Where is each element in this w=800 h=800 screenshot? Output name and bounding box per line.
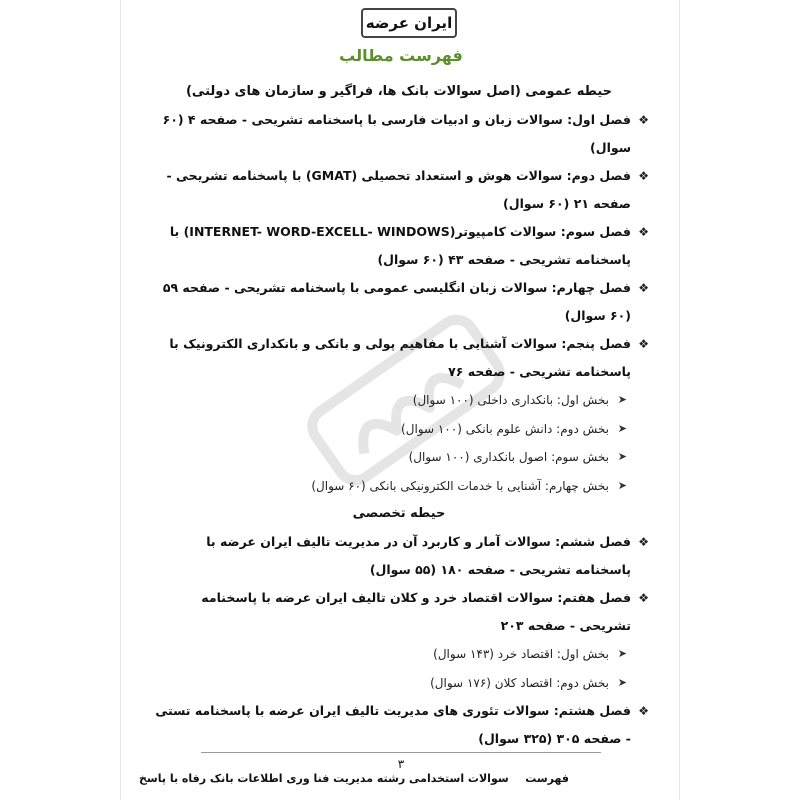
arrow-bullet-icon: ➤ (617, 421, 627, 435)
toc-subitem (149, 669, 649, 698)
diamond-bullet-icon: ❖ (638, 281, 649, 295)
arrow-bullet-icon: ➤ (617, 647, 627, 660)
toc-item-chapter-8 (149, 697, 649, 753)
arrow-bullet-icon: ➤ (617, 675, 627, 689)
toc-subitem-text: بخش اول: اقتصاد خرد (۱۴۳ سوال) (433, 647, 609, 661)
diamond-bullet-icon: ❖ (638, 591, 649, 605)
diamond-bullet-icon: ❖ (638, 337, 649, 351)
section-heading-special: حیطه تخصصی (352, 506, 446, 521)
toc-item-text: فصل سوم: سوالات کامپیوتر(INTERNET- WORD-EXCELL- WINDOWS) با پاسخنامه تشریحی - صفحه ۴۳ (۶۰ سوال) (169, 224, 631, 267)
toc-item-text: فصل اول: سوالات زبان و ادبیات فارسی با پاسخنامه تشریحی - صفحه ۴ (۶۰ سوال) (162, 112, 631, 155)
toc-item-chapter-4 (149, 274, 649, 330)
table-of-contents (149, 78, 649, 753)
diamond-bullet-icon: ❖ (638, 704, 649, 718)
toc-item-text: فصل هشتم: سوالات تئوری های مدیریت تالیف ایران عرضه با پاسخنامه تستی - صفحه ۳۰۵ (۳۲۵ سوال) (155, 703, 631, 746)
footer-section-name: فهرست (525, 772, 569, 785)
toc-item-chapter-5 (149, 330, 649, 386)
toc-item-chapter-2 (149, 162, 649, 218)
toc-subitem (149, 386, 649, 415)
diamond-bullet-icon: ❖ (638, 535, 649, 549)
toc-item-chapter-7 (149, 584, 649, 640)
toc-item-text: فصل دوم: سوالات هوش و استعداد تحصیلی (GMAT) با پاسخنامه تشریحی - صفحه ۲۱ (۶۰ سوال) (166, 168, 631, 211)
diamond-bullet-icon: ❖ (638, 169, 649, 183)
page-title: فهرست مطالب (339, 46, 463, 65)
toc-item-text: فصل چهارم: سوالات زبان انگلیسی عمومی با پاسخنامه تشریحی - صفحه ۵۹ (۶۰ سوال) (162, 280, 631, 323)
toc-subitem-text: بخش سوم: اصول بانکداری (۱۰۰ سوال) (408, 450, 609, 464)
logo-text: ایران عرضه (365, 14, 453, 32)
footer-divider (201, 752, 601, 753)
toc-subitem (149, 472, 649, 501)
arrow-bullet-icon: ➤ (617, 478, 627, 492)
toc-item-chapter-3 (149, 218, 649, 274)
toc-subitem (149, 640, 649, 669)
arrow-bullet-icon: ➤ (617, 450, 627, 463)
toc-item-text: فصل پنجم: سوالات آشنایی با مفاهیم پولی و بانکی و بانکداری الکترونیک با پاسخنامه تشریحی - صفحه ۷۶ (169, 336, 631, 379)
toc-item-text: فصل هفتم: سوالات اقتصاد خرد و کلان تالیف ایران عرضه با پاسخنامه تشریحی - صفحه ۲۰۳ (201, 590, 631, 633)
toc-item-chapter-6 (149, 528, 649, 584)
toc-item-chapter-1 (149, 106, 649, 162)
toc-subitem-text: بخش دوم: دانش علوم بانکی (۱۰۰ سوال) (401, 421, 609, 436)
document-page (120, 0, 680, 800)
brand-logo (361, 8, 457, 38)
section-heading-general: حیطه عمومی (اصل سوالات بانک ها، فراگیر و سازمان های دولتی) (185, 84, 613, 99)
toc-subitem-text: بخش دوم: اقتصاد کلان (۱۷۶ سوال) (430, 675, 609, 690)
footer-book-title: سوالات استخدامی رشته مدیریت فنا وری اطلاعات بانک رفاه با پاسخ (139, 772, 509, 785)
page-number: ۳ (397, 757, 405, 771)
toc-subitem (149, 415, 649, 444)
diamond-bullet-icon: ❖ (638, 113, 649, 127)
toc-item-text: فصل ششم: سوالات آمار و کاربرد آن در مدیریت تالیف ایران عرضه با پاسخنامه تشریحی - صفحه ۱۸۰ (۵۵ سوال) (206, 534, 631, 577)
toc-subitem (149, 443, 649, 472)
arrow-bullet-icon: ➤ (617, 393, 627, 406)
diamond-bullet-icon: ❖ (638, 225, 649, 239)
toc-subitem-text: بخش چهارم: آشنایی با خدمات الکترونیکی بانکی (۶۰ سوال) (311, 478, 609, 493)
toc-subitem-text: بخش اول: بانکداری داخلی (۱۰۰ سوال) (412, 393, 609, 407)
